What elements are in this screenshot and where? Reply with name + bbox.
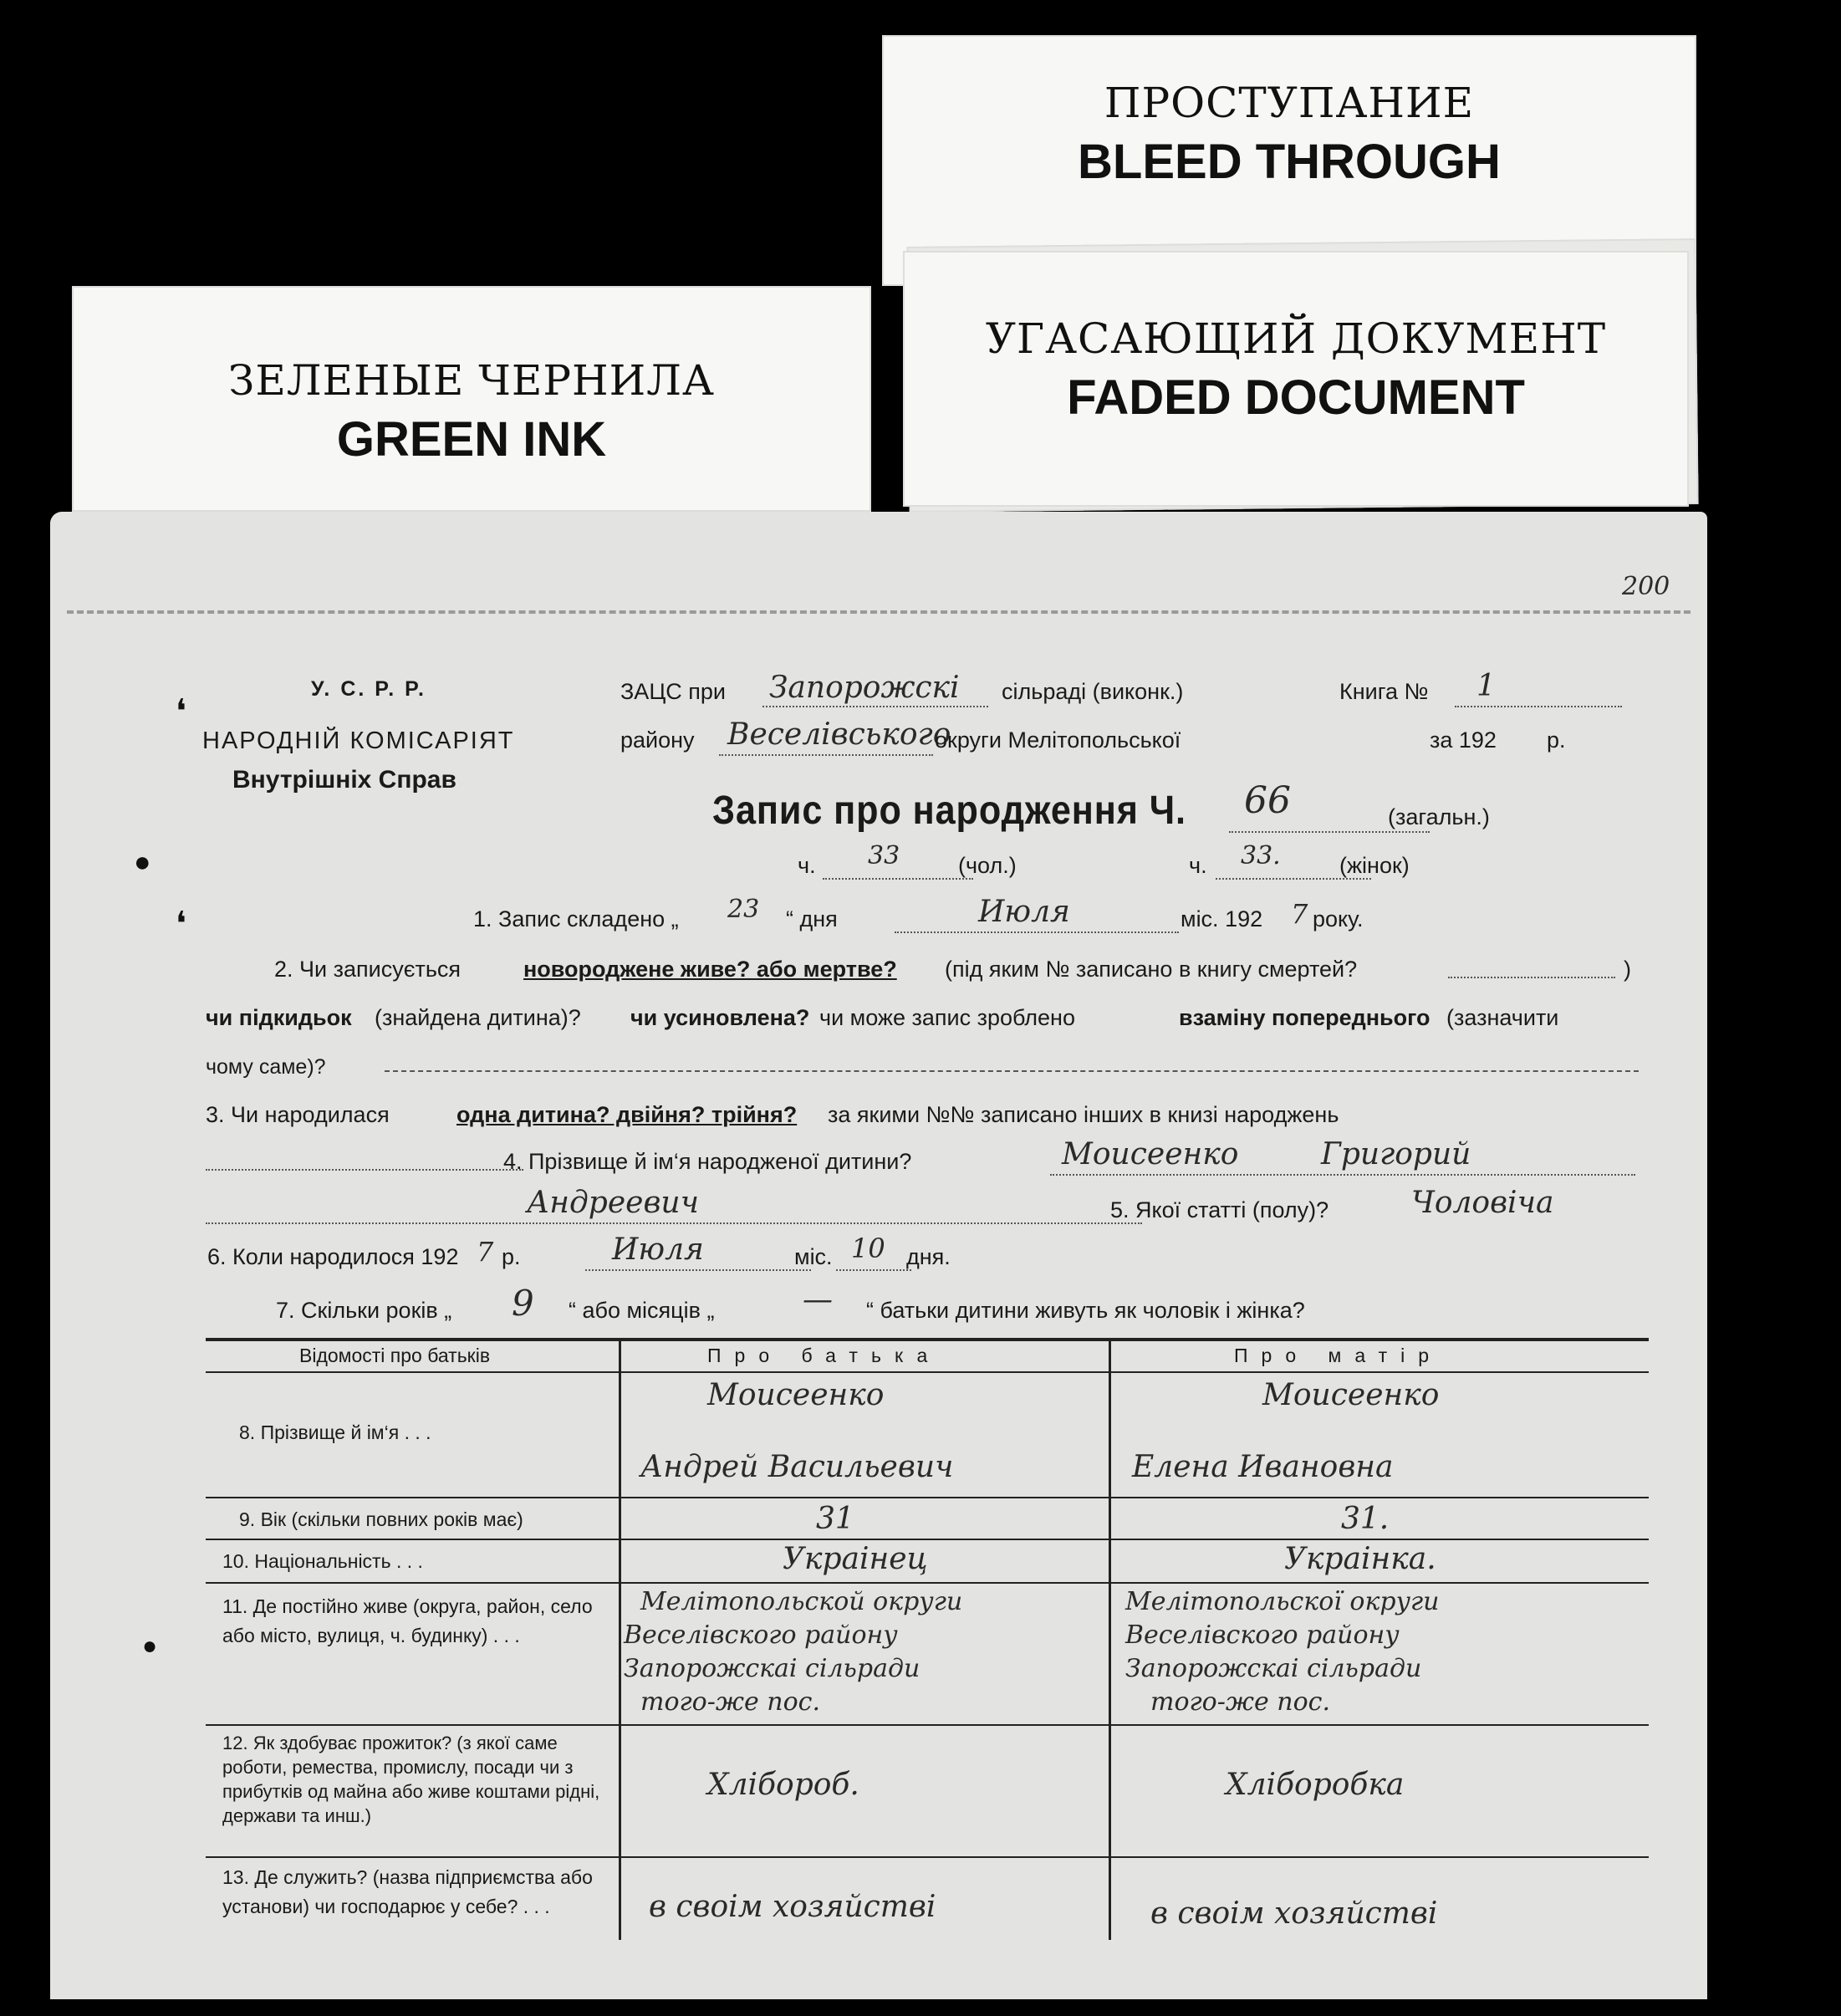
mother-nationality-hw: Украінка. <box>1284 1542 1436 1576</box>
father-surname-hw: Моисеенко <box>707 1378 885 1412</box>
q2-replacement: взаміну попереднього <box>1179 1005 1430 1030</box>
zags-village-hw: Запорожскі <box>769 671 960 705</box>
q3-single-twins: одна дитина? двійня? трійня? <box>456 1102 798 1127</box>
q7-label: 7. Скільки років „ <box>276 1298 452 1323</box>
row-label-age: 9. Вік (скільки повних років має) <box>239 1508 523 1530</box>
mother-livelihood-hw: Хліборобка <box>1226 1768 1405 1802</box>
male-label: (чол.) <box>958 853 1017 878</box>
q1-day-label: “ дня <box>786 906 838 931</box>
father-residence-hw: Мелітопольской округи <box>640 1587 963 1616</box>
fill-line <box>1455 706 1622 707</box>
table-rule <box>206 1582 1649 1584</box>
table-rule <box>206 1856 1649 1858</box>
male-count-hw: 33 <box>868 841 900 870</box>
q6-day-hw: 10 <box>851 1233 885 1264</box>
fill-line <box>836 1269 911 1271</box>
q7-years-hw: 9 <box>512 1283 534 1324</box>
q4-surname-hw: Моисеенко <box>1062 1137 1239 1171</box>
father-livelihood-hw: Хлібороб. <box>707 1768 859 1802</box>
label-card-faded-document <box>903 251 1689 507</box>
q2-adopted: чи усиновлена? <box>630 1005 810 1030</box>
margin-mark: ● <box>142 1632 158 1660</box>
q1-year-label: року. <box>1313 906 1364 931</box>
q6-day-label: дня. <box>906 1244 951 1269</box>
q6-label: 6. Коли народилося 192 <box>207 1244 459 1269</box>
birth-record-form <box>50 512 1707 1999</box>
label-ru: ЗЕЛЕНЫЕ ЧЕРНИЛА <box>228 356 715 405</box>
year-label: за 192 <box>1430 727 1497 753</box>
label-ru: УГАСАЮЩИЙ ДОКУМЕНТ <box>985 314 1607 363</box>
q2-label: 2. Чи записується <box>274 957 462 982</box>
mother-age-hw: 31. <box>1341 1502 1390 1536</box>
q5-sex-hw: Чоловіча <box>1411 1186 1554 1220</box>
father-work-hw: в своім хозяйстві <box>649 1890 936 1924</box>
form-title: Запис про народження Ч. <box>712 789 1186 833</box>
q4-name-hw: Григорий <box>1321 1137 1471 1171</box>
father-name-hw: Андрей Васильевич <box>640 1450 954 1484</box>
q2-foundling: чи підкидьок <box>206 1005 352 1030</box>
q5-label: 5. Якої статті (полу)? <box>1110 1197 1329 1222</box>
general-label: (загальн.) <box>1388 804 1490 829</box>
rayon-label: району <box>620 727 695 753</box>
q7-question: “ батьки дитини живуть як чоловік і жінка? <box>866 1298 1305 1323</box>
q1-day-hw: 23 <box>727 895 760 924</box>
female-count-hw: 33. <box>1241 841 1281 870</box>
q3-other-numbers: за якими №№ записано інших в книзі народжень <box>828 1102 1339 1127</box>
mother-work-hw: в своім хозяйстві <box>1150 1896 1438 1931</box>
book-label: Книга № <box>1339 679 1429 704</box>
row-label-name: 8. Прізвище й ім‘я . . . <box>239 1421 431 1443</box>
q7-months-label: “ або місяців „ <box>569 1298 715 1323</box>
q1-label: 1. Запис складено „ <box>473 906 679 931</box>
parents-table <box>206 1338 1649 1940</box>
rayon-hw: Веселівського <box>727 717 951 752</box>
q2-found-child: (знайдена дитина)? <box>375 1005 581 1030</box>
father-residence-hw: того-же пос. <box>640 1687 820 1717</box>
table-rule <box>206 1338 1649 1341</box>
table-divider <box>619 1338 621 1940</box>
table-rule <box>206 1724 1649 1726</box>
page-number: 200 <box>1622 572 1670 601</box>
label-en: BLEED THROUGH <box>1078 135 1501 189</box>
fill-line <box>823 878 973 880</box>
q6-year-hw: 7 <box>477 1236 494 1268</box>
q4-label: 4. Прізвище й ім‘я народженої дитини? <box>503 1149 912 1174</box>
label-card-green-ink <box>72 286 871 512</box>
table-rule <box>206 1371 1649 1373</box>
female-label: (жінок) <box>1339 853 1410 878</box>
okrug-label: округи Мелітопольської <box>935 727 1181 753</box>
fill-line <box>206 1169 523 1171</box>
label-en: GREEN INK <box>336 412 607 467</box>
mother-residence-hw: Мелітопольскої округи <box>1125 1587 1440 1616</box>
fill-line <box>1229 831 1430 833</box>
q4-patronymic-hw: Андреевич <box>527 1186 699 1220</box>
label-en: FADED DOCUMENT <box>1067 370 1525 425</box>
q2-alive-dead: новороджене живе? або мертве? <box>523 957 897 982</box>
margin-mark: ❛ <box>176 693 186 730</box>
fill-line <box>585 1269 811 1271</box>
q2-close: ) <box>1624 957 1631 982</box>
header-internal-affairs: Внутрішніх Справ <box>232 766 456 794</box>
perforation-line <box>67 610 1691 614</box>
header-ussr: У. С. Р. Р. <box>311 677 426 701</box>
mother-residence-hw: того-же пос. <box>1150 1687 1330 1717</box>
father-residence-hw: Запорожскаі сільради <box>624 1654 920 1683</box>
row-label-livelihood: 12. Як здобуває прожиток? (з якої саме роботи, ремества, промислу, посади чи з прибутків од майна або живе коштами рідні, держави та инш.) <box>222 1733 600 1826</box>
year-suffix: р. <box>1547 727 1566 753</box>
table-header-info: Відомості про батьків <box>299 1345 491 1366</box>
mother-surname-hw: Моисеенко <box>1262 1378 1440 1412</box>
fill-line <box>1050 1174 1635 1176</box>
row-label-nationality: 10. Національність . . . <box>222 1550 423 1572</box>
father-age-hw: 31 <box>816 1502 854 1536</box>
q2-specify: (зазначити <box>1446 1005 1559 1030</box>
table-divider <box>1109 1338 1111 1940</box>
table-rule <box>206 1539 1649 1540</box>
book-number-hw: 1 <box>1476 669 1496 703</box>
q1-month-hw: Июля <box>978 895 1070 929</box>
table-header-father: Про батька <box>707 1345 941 1366</box>
zags-label: ЗАЦС при <box>620 679 727 704</box>
q1-month-label: міс. 192 <box>1181 906 1263 931</box>
fill-line <box>895 931 1179 933</box>
mother-residence-hw: Веселівского району <box>1125 1620 1400 1650</box>
header-commissariat: НАРОДНІЙ КОМІСАРІЯТ <box>202 727 515 754</box>
q2-maybe: чи може запис зроблено <box>819 1005 1075 1030</box>
margin-mark: ❛ <box>176 906 186 942</box>
fill-line <box>1448 977 1615 978</box>
table-header-mother: Про матір <box>1234 1345 1443 1366</box>
fill-line <box>719 754 933 756</box>
row-label-work: 13. Де служить? (назва підприємства або установи) чи господарює у себе? . . . <box>222 1866 593 1917</box>
row-label-residence: 11. Де постійно живе (округа, район, село або місто, вулиця, ч. будинку) . . . <box>222 1595 593 1646</box>
q7-months-hw: — <box>803 1283 833 1317</box>
q3-label: 3. Чи народилася <box>206 1102 390 1127</box>
q6-year-label: р. <box>502 1244 521 1269</box>
zags-suffix: сільраді (виконк.) <box>1002 679 1184 704</box>
mother-name-hw: Елена Ивановна <box>1132 1450 1394 1484</box>
father-residence-hw: Веселівского району <box>624 1620 898 1650</box>
count-prefix: ч. <box>1189 853 1207 878</box>
table-rule <box>206 1497 1649 1498</box>
q2-why: чому саме)? <box>206 1055 326 1079</box>
count-prefix: ч. <box>798 853 816 878</box>
record-number-hw: 66 <box>1244 779 1291 822</box>
q6-month-label: міс. <box>794 1244 833 1269</box>
q6-month-hw: Июля <box>612 1233 704 1267</box>
fill-line <box>762 706 988 707</box>
father-nationality-hw: Украінец <box>783 1542 928 1576</box>
q2-death-book: (під яким № записано в книгу смертей? <box>945 957 1358 982</box>
label-ru: ПРОСТУПАНИЕ <box>1104 79 1475 127</box>
mother-residence-hw: Запорожскаі сільради <box>1125 1654 1422 1683</box>
q1-year-hw: 7 <box>1291 898 1308 930</box>
margin-mark: ● <box>134 846 151 878</box>
fill-line <box>206 1222 1142 1224</box>
fill-line <box>385 1070 1639 1072</box>
